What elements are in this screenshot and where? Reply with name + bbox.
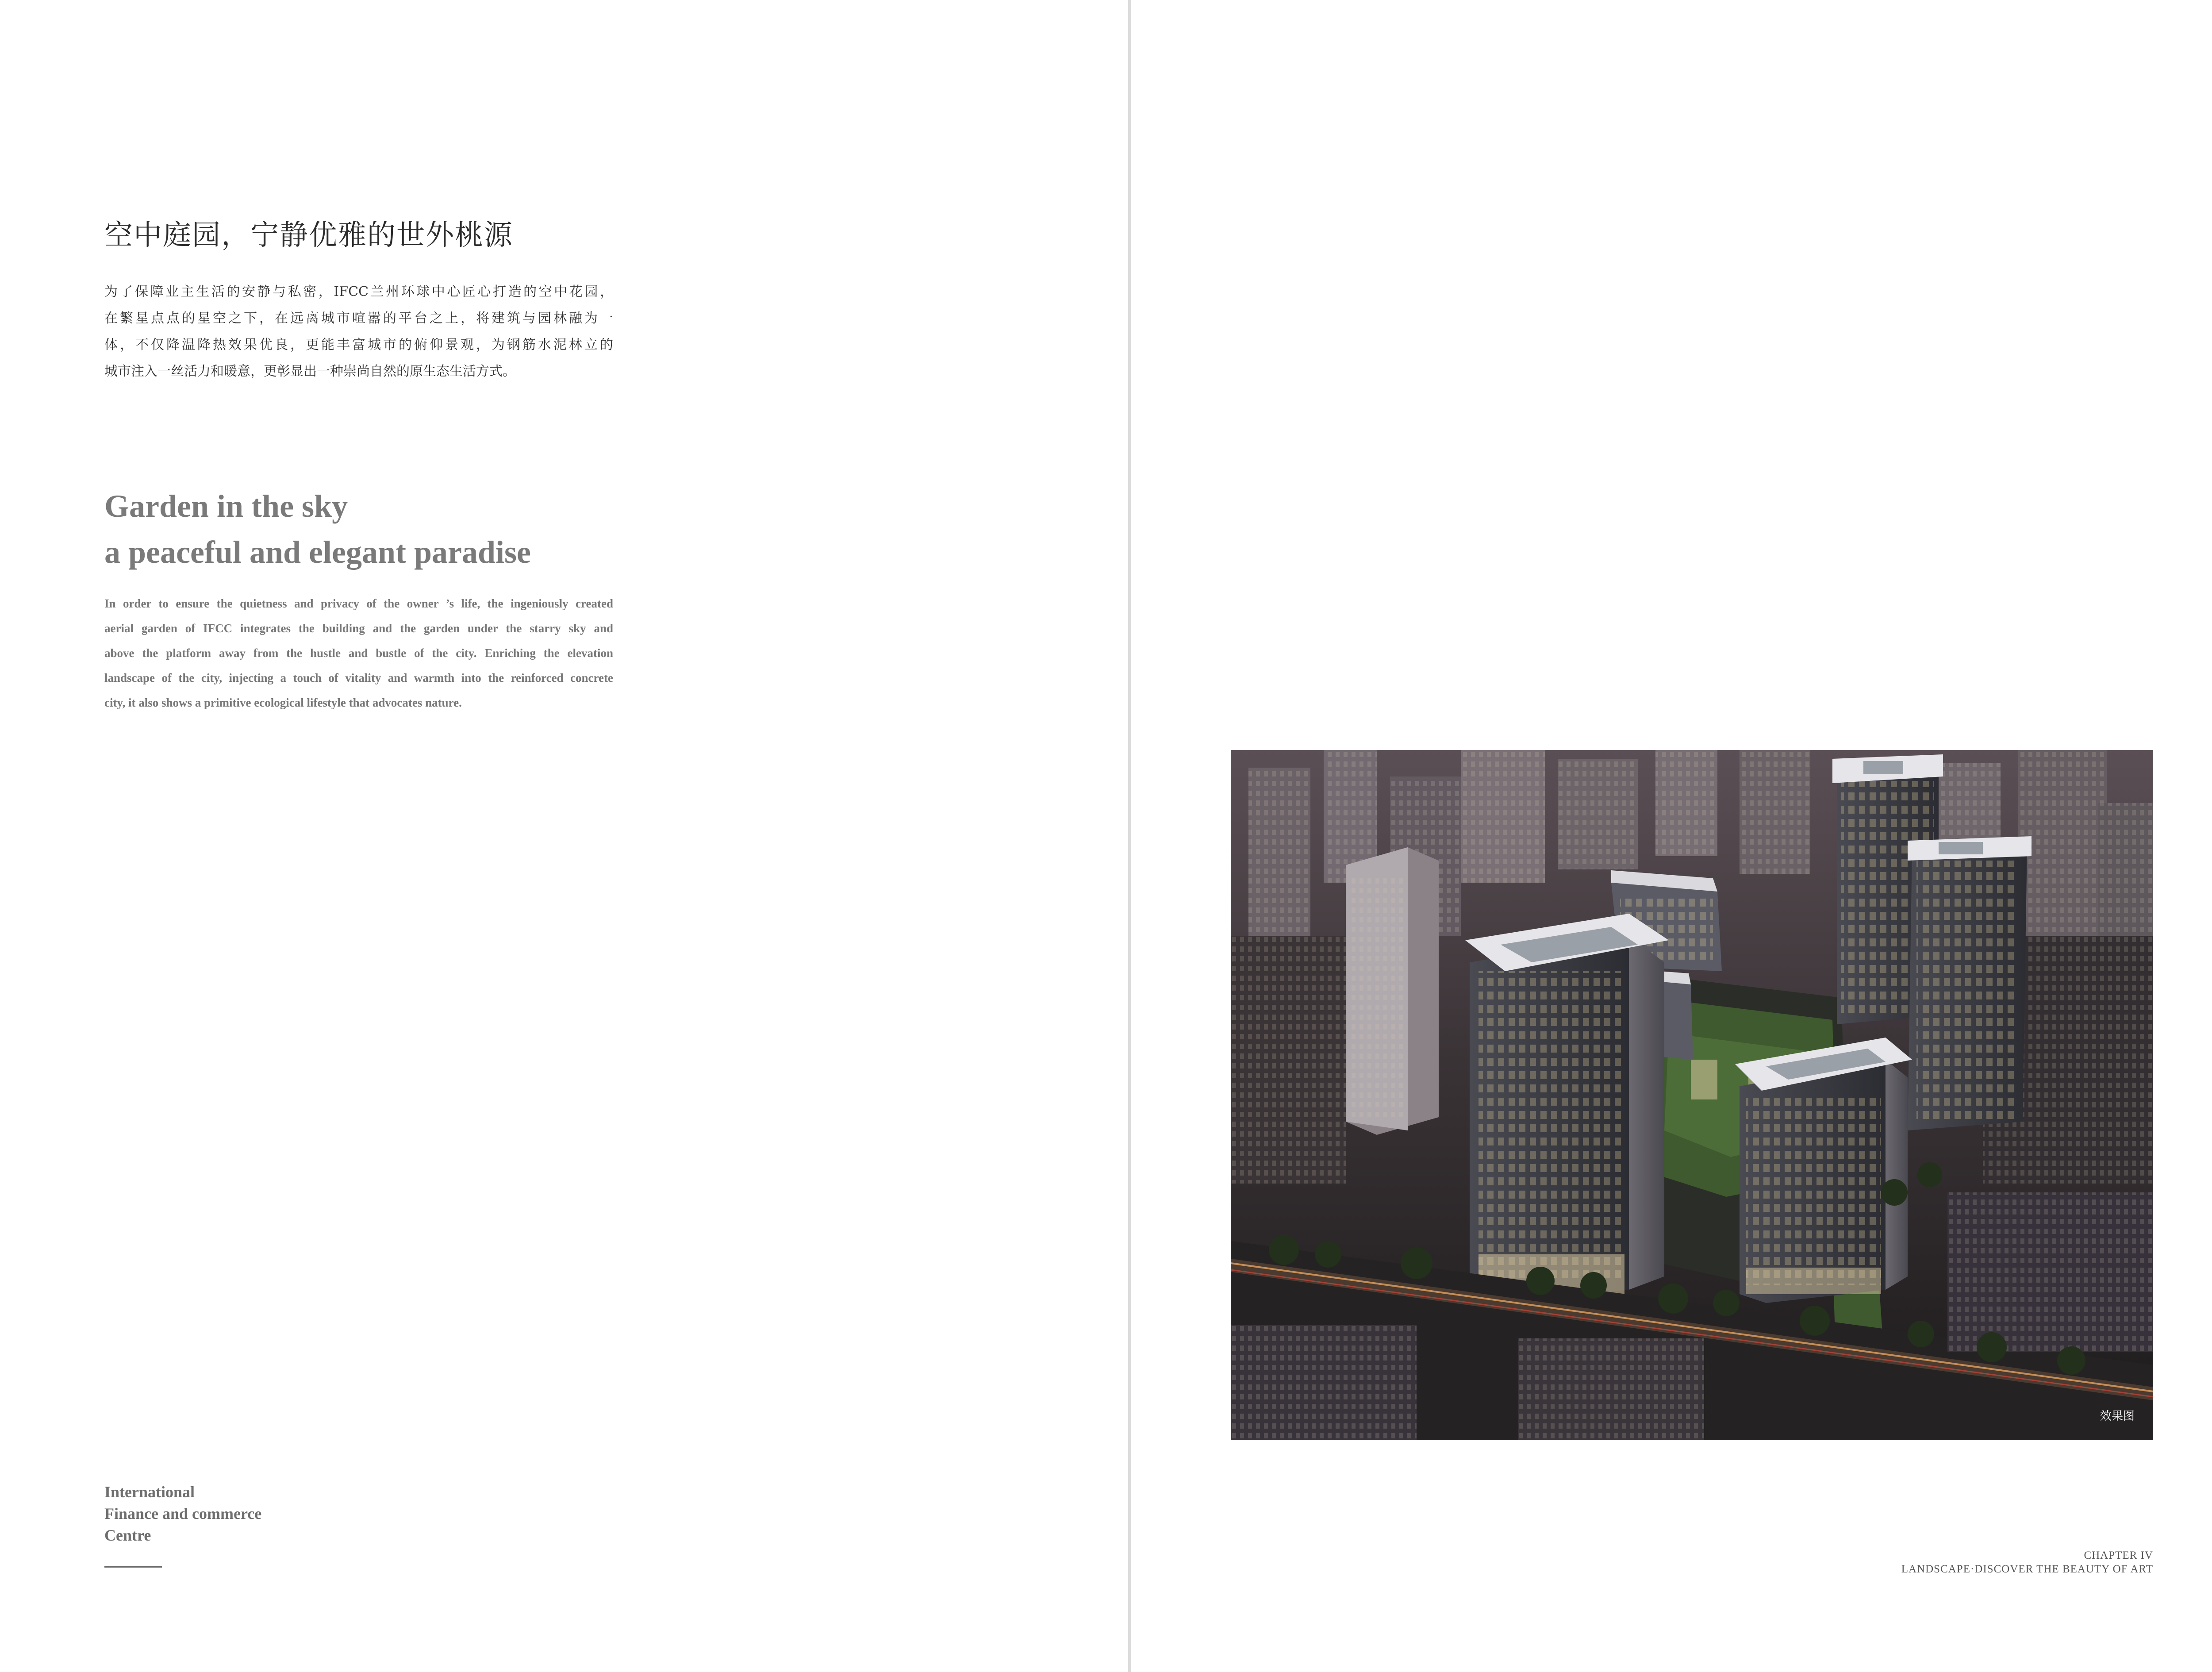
- main-tower-right: [1735, 1038, 1912, 1303]
- english-paragraph-line: aerial garden of IFCC integrates the building and the garden under the starry sky and: [104, 622, 613, 635]
- brand-line: Centre: [104, 1526, 151, 1544]
- aerial-night-rendering: [1231, 750, 2153, 1440]
- chapter-number: CHAPTER IV: [2084, 1549, 2153, 1561]
- residential-tower: [1346, 847, 1439, 1135]
- english-paragraph-line: landscape of the city, injecting a touch of vitality and warmth into the reinforced concrete: [104, 671, 613, 684]
- brand-line: Finance and commerce: [104, 1505, 262, 1522]
- chinese-paragraph-line: 为了保障业主生活的安静与私密，IFCC兰州环球中心匠心打造的空中花园，: [104, 284, 613, 300]
- city-night-illustration: [1231, 750, 2153, 1440]
- brand-line: International: [104, 1483, 195, 1501]
- chinese-paragraph-line: 城市注入一丝活力和暖意，更彰显出一种崇尚自然的原生态生活方式。: [104, 364, 516, 379]
- chinese-heading: 空中庭园，宁静优雅的世外桃源: [104, 219, 513, 252]
- english-paragraph-line: city, it also shows a primitive ecological lifestyle that advocates nature.: [104, 696, 462, 709]
- chapter-footer: [1901, 1549, 2153, 1576]
- english-paragraph-line: In order to ensure the quietness and privacy of the owner ’s life, the ingeniously created: [104, 597, 613, 610]
- chapter-title: LANDSCAPE·DISCOVER THE BEAUTY OF ART: [1901, 1563, 2153, 1575]
- english-heading-line: a peaceful and elegant paradise: [104, 534, 531, 570]
- rendering-caption: 效果图: [2100, 1410, 2135, 1423]
- chinese-paragraph-line: 体，不仅降温降热效果优良，更能丰富城市的俯仰景观，为钢筋水泥林立的: [104, 337, 613, 353]
- english-heading: [104, 483, 531, 575]
- english-paragraph-line: above the platform away from the hustle and bustle of the city. Enriching the elevation: [104, 646, 613, 660]
- main-tower-left: [1465, 914, 1669, 1303]
- brand-name: [104, 1481, 261, 1546]
- english-heading-line: Garden in the sky: [104, 488, 348, 524]
- brand-underline: [104, 1566, 162, 1568]
- page-gutter: [1128, 0, 1131, 1672]
- english-paragraph: [104, 591, 613, 715]
- chinese-paragraph: [104, 279, 613, 385]
- chinese-paragraph-line: 在繁星点点的星空之下，在远离城市喧嚣的平台之上，将建筑与园林融为一: [104, 311, 613, 326]
